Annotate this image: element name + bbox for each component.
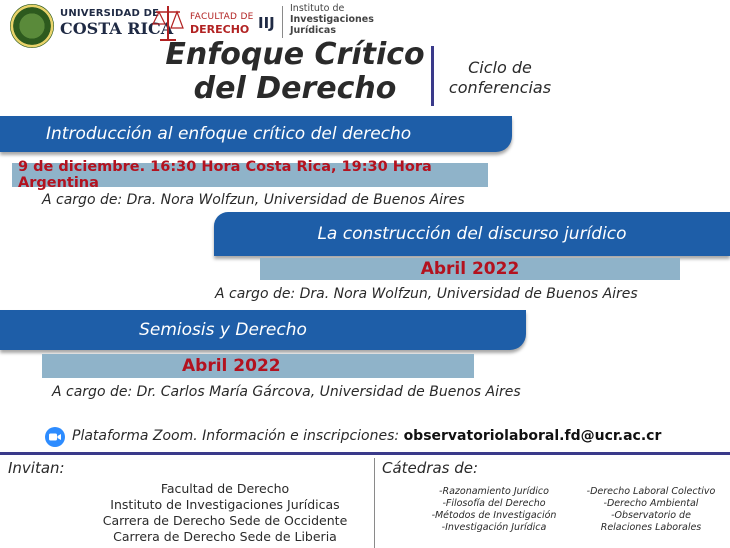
session-3-topic: Semiosis y Derecho — [0, 310, 526, 350]
zoom-info-text: Plataforma Zoom. Información e inscripciones: — [72, 428, 404, 444]
footer-divider — [0, 452, 730, 455]
zoom-camera-icon — [44, 427, 66, 447]
session-3-date: Abril 2022 — [42, 354, 474, 378]
session-2-topic: La construcción del discurso jurídico — [214, 212, 730, 256]
iij-divider — [282, 6, 283, 38]
invitan-heading: Invitan: — [8, 459, 65, 477]
session-3-speaker: A cargo de: Dr. Carlos María Gárcova, Universidad de Buenos Aires — [52, 384, 521, 400]
catedra-item: -Métodos de Investigación — [431, 510, 557, 521]
page-title — [150, 38, 440, 106]
invitan-item: Instituto de Investigaciones Jurídicas — [110, 497, 340, 512]
ucr-name-line1: UNIVERSIDAD DE — [60, 8, 160, 19]
cycle-subtitle — [440, 58, 560, 98]
zoom-info — [72, 428, 661, 444]
faculty-name-line2: DERECHO — [190, 23, 250, 36]
catedra-item: Relaciones Laborales — [600, 522, 702, 533]
cycle-line1: Ciclo de — [468, 58, 532, 77]
catedra-item: -Derecho Laboral Colectivo — [586, 486, 716, 497]
ucr-seal-icon — [10, 4, 54, 48]
session-1-topic: Introducción al enfoque crítico del derecho — [0, 116, 512, 152]
invitan-item: Facultad de Derecho — [160, 481, 290, 496]
catedras-column-b — [576, 486, 726, 534]
iij-name — [290, 3, 390, 36]
catedra-item: -Filosofía del Derecho — [442, 498, 546, 509]
catedras-column-a — [420, 486, 568, 534]
invitan-item: Carrera de Derecho Sede de Occidente — [102, 513, 348, 528]
catedra-item: -Observatorio de — [611, 510, 691, 521]
catedra-item: -Razonamiento Jurídico — [439, 486, 549, 497]
cycle-line2: conferencias — [448, 78, 552, 97]
invitan-list — [60, 481, 390, 545]
session-2-speaker: A cargo de: Dra. Nora Wolfzun, Universidad de Buenos Aires — [215, 286, 638, 302]
ucr-name-line2: COSTA RICA — [60, 19, 174, 38]
catedra-item: -Derecho Ambiental — [603, 498, 699, 509]
session-1-speaker: A cargo de: Dra. Nora Wolfzun, Universidad de Buenos Aires — [42, 192, 465, 208]
iij-logo: IIJ — [258, 14, 275, 32]
iij-name-line2: Investigaciones — [290, 14, 374, 25]
contact-email-link[interactable]: observatoriolaboral.fd@ucr.ac.cr — [403, 428, 662, 444]
title-divider — [431, 46, 434, 106]
catedra-item: -Investigación Jurídica — [441, 522, 547, 533]
session-2-date: Abril 2022 — [260, 258, 680, 280]
invitan-item: Carrera de Derecho Sede de Liberia — [113, 529, 337, 544]
faculty-name-line1: FACULTAD DE — [190, 12, 254, 22]
iij-name-line3: Jurídicas — [290, 25, 336, 36]
iij-name-line1: Instituto de — [290, 3, 345, 14]
session-1-date: 9 de diciembre. 16:30 Hora Costa Rica, 19:30 Hora Argentina — [12, 163, 488, 187]
title-line1: Enfoque Crítico — [165, 37, 425, 72]
catedras-heading: Cátedras de: — [382, 459, 479, 477]
title-line2: del Derecho — [193, 71, 397, 106]
